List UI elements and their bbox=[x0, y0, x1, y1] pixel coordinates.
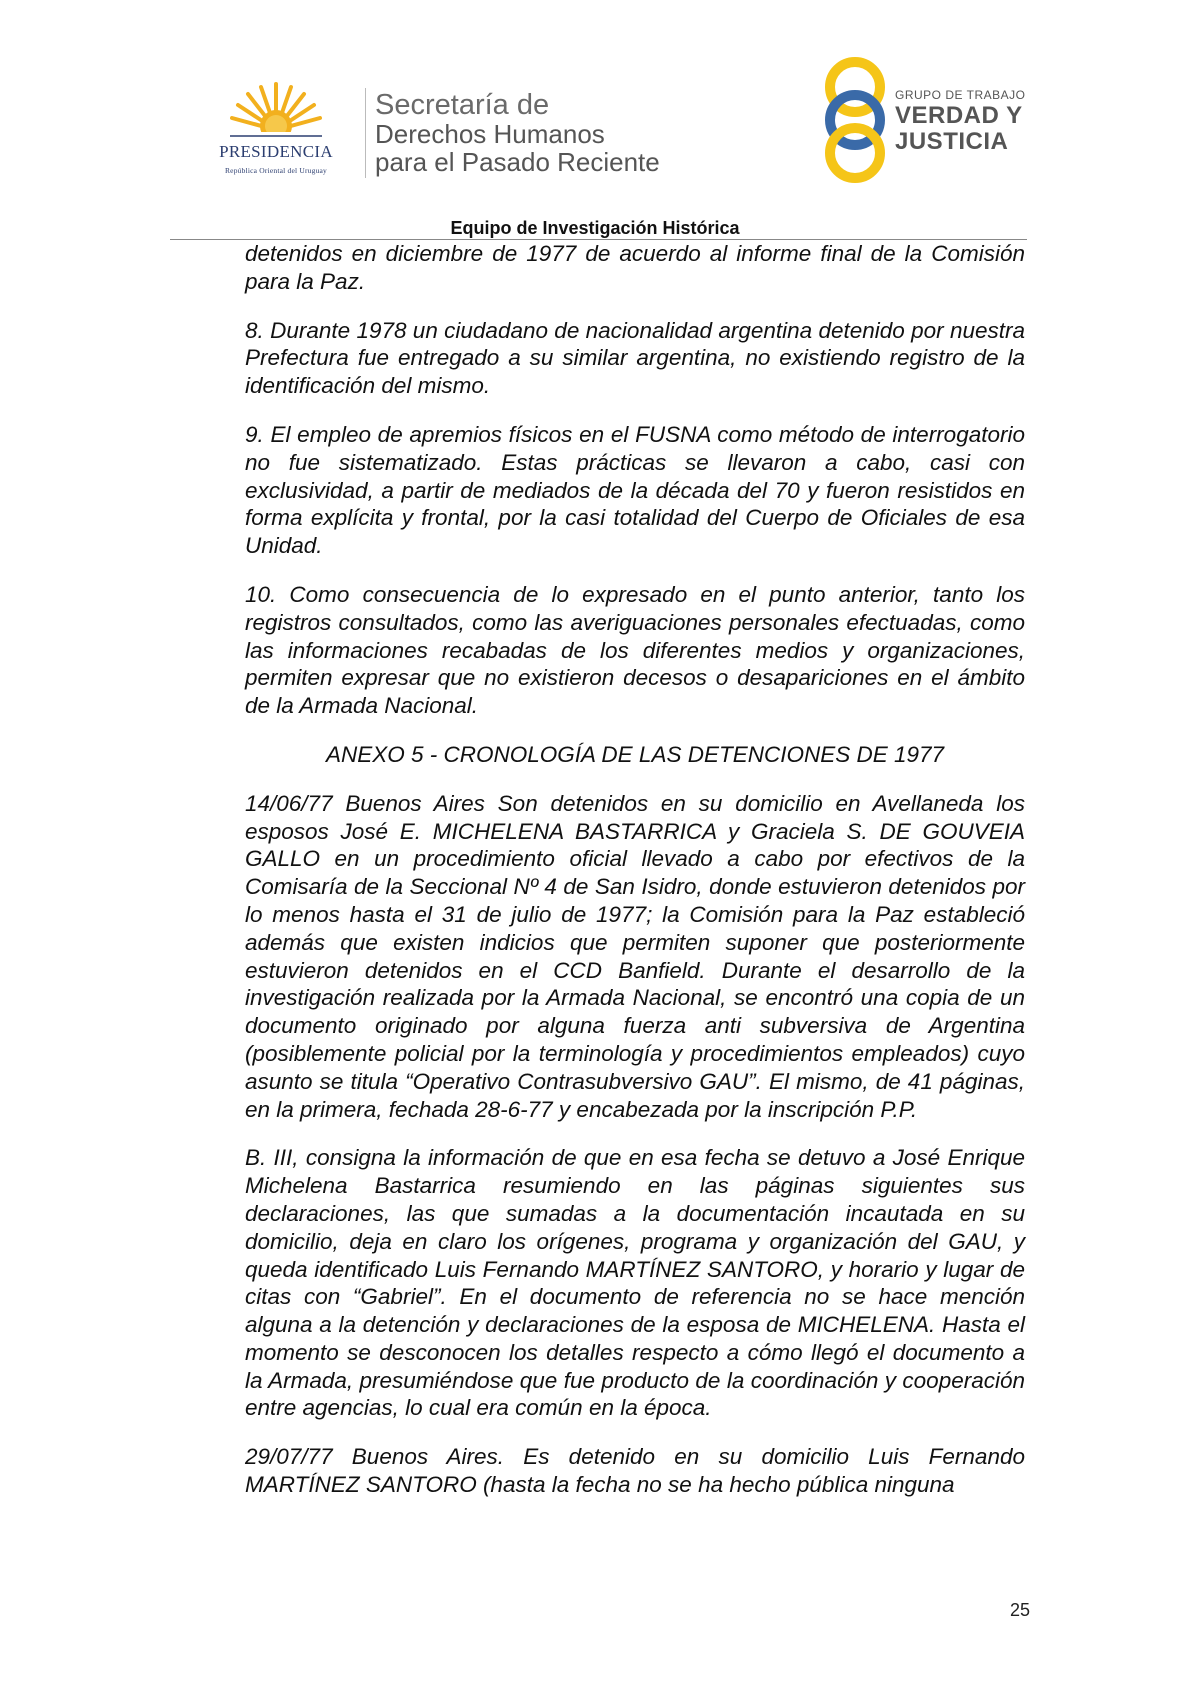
presidencia-logo bbox=[196, 80, 356, 180]
document-header bbox=[0, 0, 1190, 220]
page-number: 25 bbox=[1009, 1600, 1030, 1620]
document-body bbox=[245, 240, 1025, 1520]
gtvj-title-line-1: VERDAD Y bbox=[895, 102, 1023, 129]
presidencia-subtitle: República Oriental del Uruguay bbox=[224, 166, 327, 175]
sun-emblem-icon bbox=[230, 80, 322, 142]
paragraph: B. III, consigna la información de que en esa fecha se detuvo a José Enrique Michelena Bastarrica resumiendo en las páginas siguientes sus declaraciones, las que sumadas a la documentación incautada en su domicilio, deja en claro los orígenes, programa y organización del GAU, y queda identificado Luis Fernando MARTÍNEZ SANTORO, y horario y lugar de citas con “Gabriel”. En el documento de referencia no se hace mención alguna a la detención y declaraciones de la esposa de MICHELENA. Hasta el momento se desconocen los detalles respecto a cómo llegó el documento a la Armada, presumiéndose que fue producto de la coordinación y cooperación entre agencias, lo cual era común en la época. bbox=[245, 1145, 1025, 1421]
presidencia-name: PRESIDENCIA bbox=[219, 142, 333, 161]
gtvj-title-line-2: JUSTICIA bbox=[895, 128, 1009, 155]
secretaria-logo-text bbox=[375, 90, 735, 176]
linked-rings-icon bbox=[820, 55, 890, 185]
team-title: Equipo de Investigación Histórica bbox=[450, 218, 740, 238]
paragraph: 29/07/77 Buenos Aires. Es detenido en su domicilio Luis Fernando MARTÍNEZ SANTORO (hasta la fecha no se ha hecho pública ninguna bbox=[245, 1444, 1025, 1498]
annex-heading: ANEXO 5 - CRONOLOGÍA DE LAS DETENCIONES DE 1977 bbox=[325, 741, 945, 767]
paragraph: 9. El empleo de apremios físicos en el FUSNA como método de interrogatorio no fue sistematizado. Estas prácticas se llevaron a cabo, casi con exclusividad, a partir de mediados de la década del 70 y fueron resistidos en forma explícita y frontal, por la casi totalidad del Cuerpo de Oficiales de esa Unidad. bbox=[245, 421, 1025, 559]
paragraph: 10. Como consecuencia de lo expresado en el punto anterior, tanto los registros consultados, como las averiguaciones personales efectuadas, como las informaciones recabadas de los diferentes medios y organizaciones, permiten expresar que no existieron decesos o desapariciones en el ámbito de la Armada Nacional. bbox=[245, 581, 1025, 719]
paragraph: 14/06/77 Buenos Aires Son detenidos en su domicilio en Avellaneda los esposos José E. MICHELENA BASTARRICA y Graciela S. DE GOUVEIA GALLO en un procedimiento oficial llevado a cabo por efectivos de la Comisaría de la Seccional Nº 4 de San Isidro, donde estuvieron detenidos por lo menos hasta el 31 de julio de 1977; la Comisión para la Paz estableció además que existen indicios que permiten suponer que posteriormente estuvieron detenidos en el CCD Banfield. Durante el desarrollo de la investigación realizada por la Armada Nacional, se encontró una copia de un documento originado por alguna fuerza anti subversiva de Argentina (posiblemente policial por la terminología y procedimientos empleados) cuyo asunto se titula “Operativo Contrasubversivo GAU”. El mismo, de 41 páginas, en la primera, fechada 28-6-77 y encabezada por la inscripción P.P. bbox=[245, 790, 1025, 1122]
verdad-justicia-logo bbox=[820, 55, 1040, 185]
secretaria-line-2: Derechos Humanos bbox=[375, 119, 605, 149]
secretaria-line-3: para el Pasado Reciente bbox=[375, 147, 660, 177]
paragraph: 8. Durante 1978 un ciudadano de nacionalidad argentina detenido por nuestra Prefectura fue entregado a su similar argentina, no existiendo registro de la identificación del mismo. bbox=[245, 317, 1025, 399]
paragraph: detenidos en diciembre de 1977 de acuerdo al informe final de la Comisión para la Paz. bbox=[245, 241, 1025, 294]
gtvj-small-label: GRUPO DE TRABAJO bbox=[895, 88, 1026, 102]
logo-divider bbox=[365, 88, 366, 178]
secretaria-line-1: Secretaría de bbox=[375, 89, 550, 121]
